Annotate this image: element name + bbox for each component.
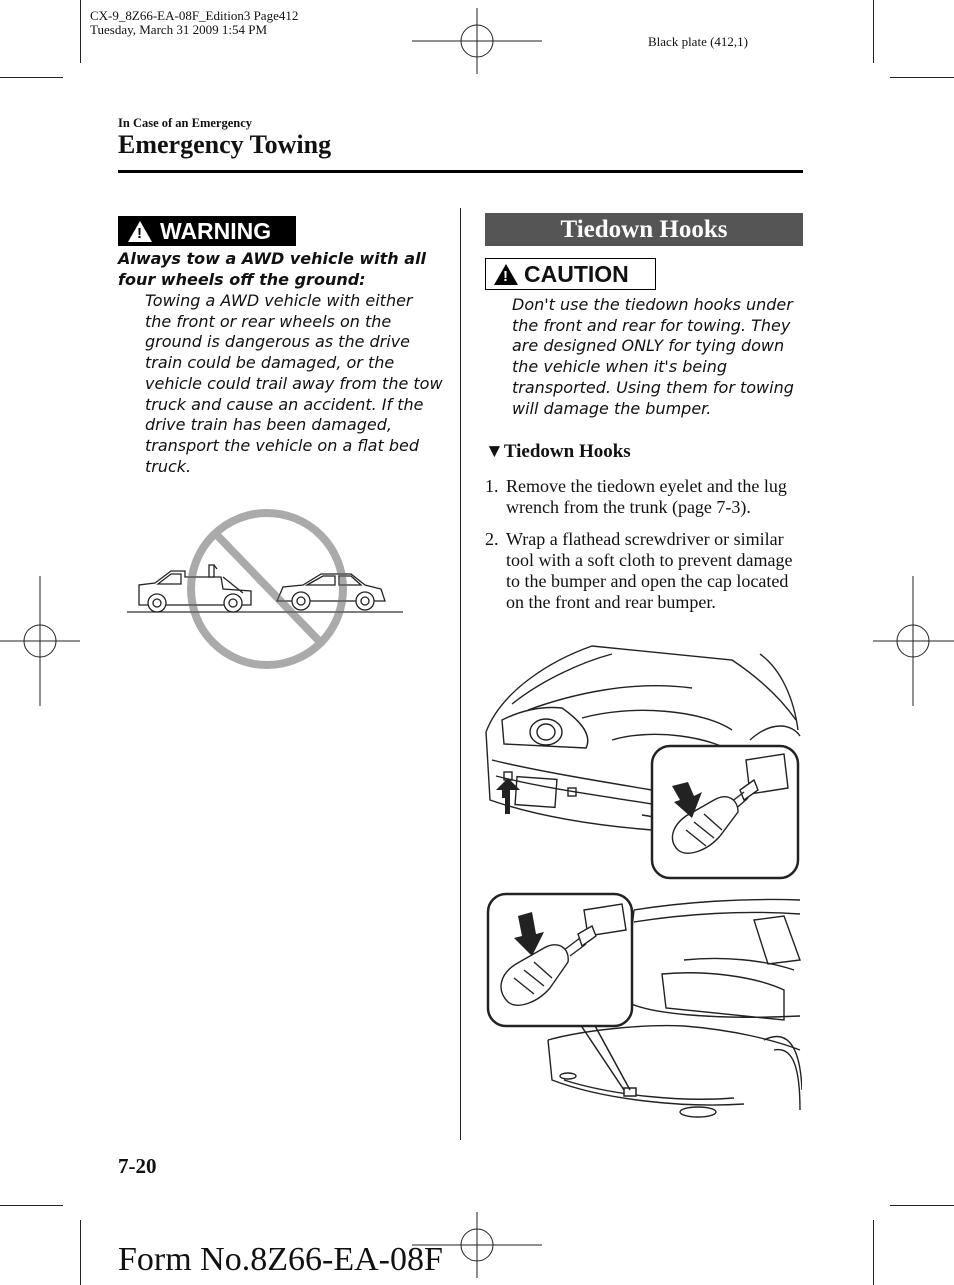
step-text: Wrap a flathead screwdriver or similar tool with a soft cloth to prevent damage to the bumper and open the cap located on the front and rear bumper.	[506, 529, 793, 612]
title-rule	[118, 170, 803, 173]
crop-mark	[890, 77, 954, 78]
caution-icon: !	[494, 264, 518, 285]
crop-mark	[80, 0, 81, 63]
crop-mark	[80, 1220, 81, 1285]
file-info	[90, 9, 298, 37]
crop-mark	[873, 0, 874, 63]
crop-mark	[873, 1220, 874, 1285]
warning-badge	[118, 216, 296, 246]
warning-lead: Always tow a AWD vehicle with all four wheels off the ground:	[118, 249, 427, 289]
step-number: 2.	[485, 529, 499, 549]
caution-text: Don't use the tiedown hooks under the front and rear for towing. They are designed ONLY for tying down the vehicle when it's being transported. Using them for towing will damage the bumper.	[512, 295, 794, 418]
list-item	[485, 476, 803, 518]
form-number: Form No.8Z66-EA-08F	[118, 1241, 443, 1278]
file-info-line2: Tuesday, March 31 2009 1:54 PM	[90, 22, 268, 37]
list-item	[485, 529, 803, 613]
plate-label: Black plate (412,1)	[648, 34, 748, 49]
registration-mark-right	[873, 576, 954, 706]
caution-badge-label: CAUTION	[524, 260, 629, 287]
page-title: Emergency Towing	[118, 130, 332, 159]
rear-bumper-illustration	[484, 890, 802, 1130]
page-number: 7-20	[118, 1154, 157, 1178]
caution-badge	[485, 258, 656, 290]
steps-list	[485, 476, 803, 624]
warning-body: Towing a AWD vehicle with either the front or rear wheels on the ground is dangerous as the drive train could be damaged, or the vehicle could trail away from the tow truck and cause an accident. If the drive train has been damaged, transport the vehicle on a flat bed truck.	[145, 291, 443, 476]
crop-mark	[0, 77, 63, 78]
crop-mark	[890, 1205, 954, 1206]
section-label: In Case of an Emergency	[118, 116, 253, 130]
registration-mark-top	[412, 8, 542, 74]
crop-mark	[0, 1205, 63, 1206]
step-number: 1.	[485, 476, 499, 496]
warning-badge-label: WARNING	[160, 217, 272, 244]
warning-icon: !	[128, 221, 152, 242]
triangle-down-icon: ▼	[485, 441, 504, 462]
subheading-label: Tiedown Hooks	[503, 441, 631, 462]
file-info-line1: CX-9_8Z66-EA-08F_Edition3 Page412	[90, 8, 299, 23]
tow-prohibited-illustration	[125, 505, 410, 670]
tiedown-banner: Tiedown Hooks	[485, 213, 803, 246]
registration-mark-left	[0, 576, 80, 706]
front-bumper-illustration	[482, 640, 802, 885]
step-text: Remove the tiedown eyelet and the lug wrench from the trunk (page 7-3).	[506, 476, 787, 517]
subheading	[485, 441, 631, 463]
column-divider	[460, 208, 461, 1140]
